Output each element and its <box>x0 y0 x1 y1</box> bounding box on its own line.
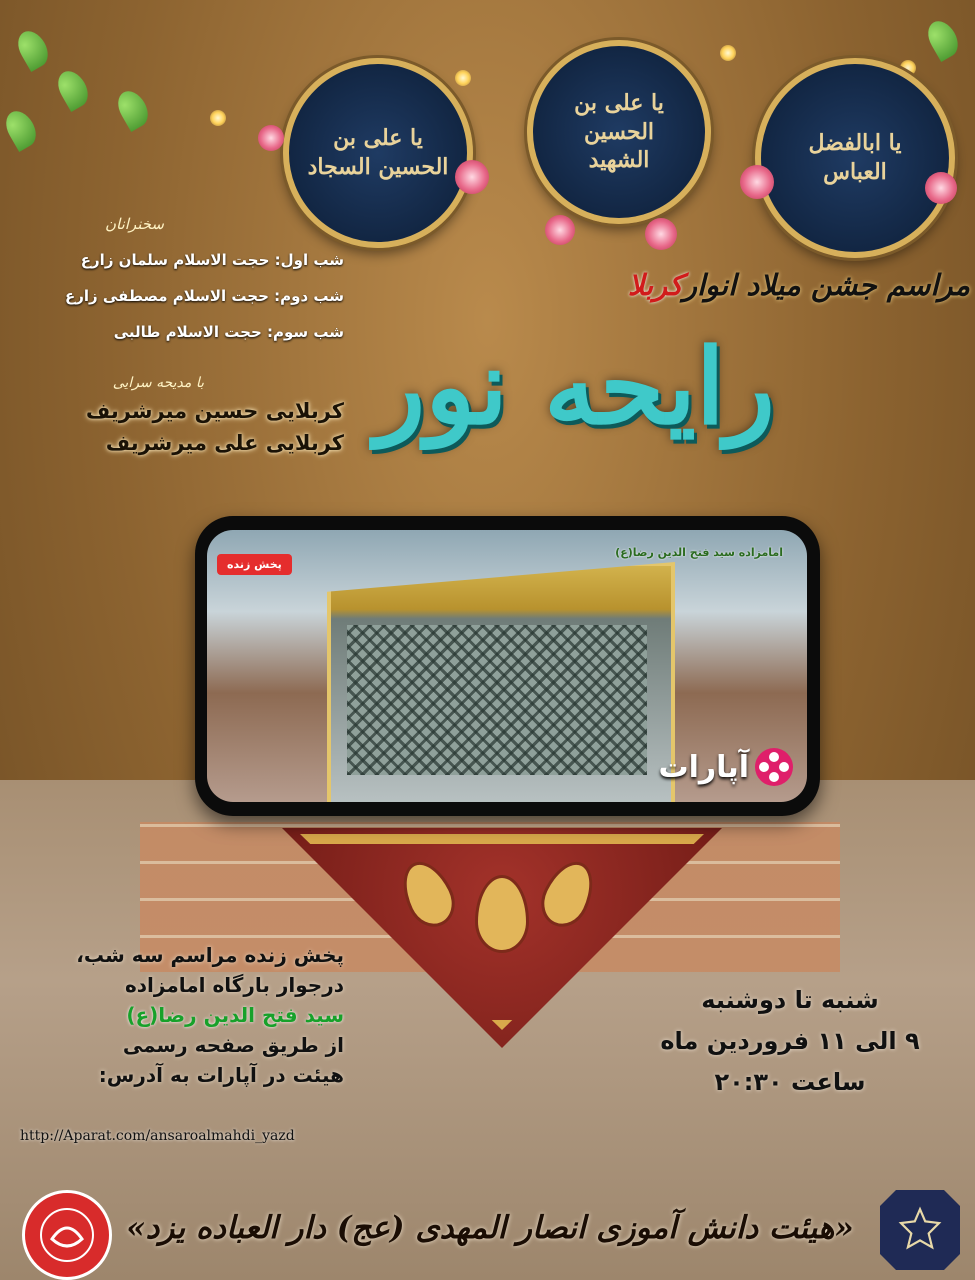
leaf-icon <box>12 26 54 72</box>
roundel-text: یا ابالفضل العباس <box>808 130 902 185</box>
singer-name: کربلایی علی میرشریف <box>105 431 344 455</box>
roundel-text: یا علی بن الحسین الشهید <box>574 90 664 174</box>
roundel-text: یا علی بن الحسین السجاد <box>307 125 449 180</box>
broadcast-line: پخش زنده مراسم سه شب، <box>76 943 344 967</box>
occasion-part2: انوار <box>682 268 737 302</box>
speakers-header: سخنرانان <box>105 215 164 233</box>
schedule-days: شنبه تا دوشنبه <box>701 986 879 1014</box>
broadcast-line: درجوار بارگاه امامزاده <box>124 973 344 997</box>
birthday-celebration-logo <box>880 1190 960 1270</box>
occasion-heading <box>520 268 970 302</box>
emblem-icon <box>894 1204 946 1256</box>
schedule-info <box>640 980 940 1102</box>
aparat-url-link[interactable]: http://Aparat.com/ansaroalmahdi_yazd <box>20 1128 295 1144</box>
light-bulb-icon <box>455 70 471 86</box>
schedule-time: ساعت ۲۰:۳۰ <box>714 1067 866 1096</box>
shrine-lattice <box>347 625 647 775</box>
speakers-section <box>14 215 344 341</box>
leaf-icon <box>112 86 154 132</box>
phone-screen[interactable] <box>207 530 807 802</box>
footer-organization: «هیئت دانش آموزی انصار المهدی (عج) دار العباده یزد» <box>126 1210 854 1246</box>
broadcast-line: هیئت در آپارات به آدرس: <box>98 1063 344 1087</box>
singers-header: با مدیحه سرایی <box>112 375 204 391</box>
ansar-almahdi-logo <box>22 1190 112 1280</box>
flower-icon <box>455 160 489 194</box>
aparat-icon <box>755 748 793 786</box>
event-title: رایحه نور <box>374 325 776 448</box>
light-bulb-icon <box>210 110 226 126</box>
leaf-icon <box>52 66 94 112</box>
flower-icon <box>740 165 774 199</box>
schedule-dates: ۹ الی ۱۱ فروردین ماه <box>660 1026 920 1055</box>
broadcast-line-highlight: سید فتح الدین رضا(ع) <box>126 1003 344 1027</box>
calligraphy-roundel-abbas <box>755 58 955 258</box>
speaker-row: شب اول: حجت الاسلام سلمان زارع <box>80 251 344 269</box>
live-badge: پخش زنده <box>217 554 292 575</box>
screen-caption: امامزاده سید فتح الدین رضا(ع) <box>615 546 783 559</box>
phone-mockup <box>195 516 820 816</box>
flower-icon <box>925 172 957 204</box>
broadcast-line: از طریق صفحه رسمی <box>122 1033 344 1057</box>
leaf-icon <box>0 106 42 152</box>
aparat-logo <box>658 748 793 786</box>
speaker-row: شب سوم: حجت الاسلام طالبی <box>113 323 344 341</box>
singers-section <box>14 375 344 455</box>
flower-icon <box>258 125 284 151</box>
seal-icon <box>37 1205 97 1265</box>
flower-icon <box>545 215 575 245</box>
footer-bar <box>120 1192 860 1264</box>
leaf-icon <box>922 16 964 62</box>
occasion-part1: مراسم جشن میلاد <box>736 268 970 302</box>
aparat-label: آپارات <box>658 749 749 785</box>
light-bulb-icon <box>720 45 736 61</box>
calligraphy-roundel-ali-akbar <box>527 40 711 224</box>
singer-name: کربلایی حسین میرشریف <box>85 399 344 423</box>
occasion-part3: کربلا <box>627 268 683 302</box>
speaker-row: شب دوم: حجت الاسلام مصطفی زارع <box>64 287 344 305</box>
flower-icon <box>645 218 677 250</box>
broadcast-info <box>14 940 344 1090</box>
